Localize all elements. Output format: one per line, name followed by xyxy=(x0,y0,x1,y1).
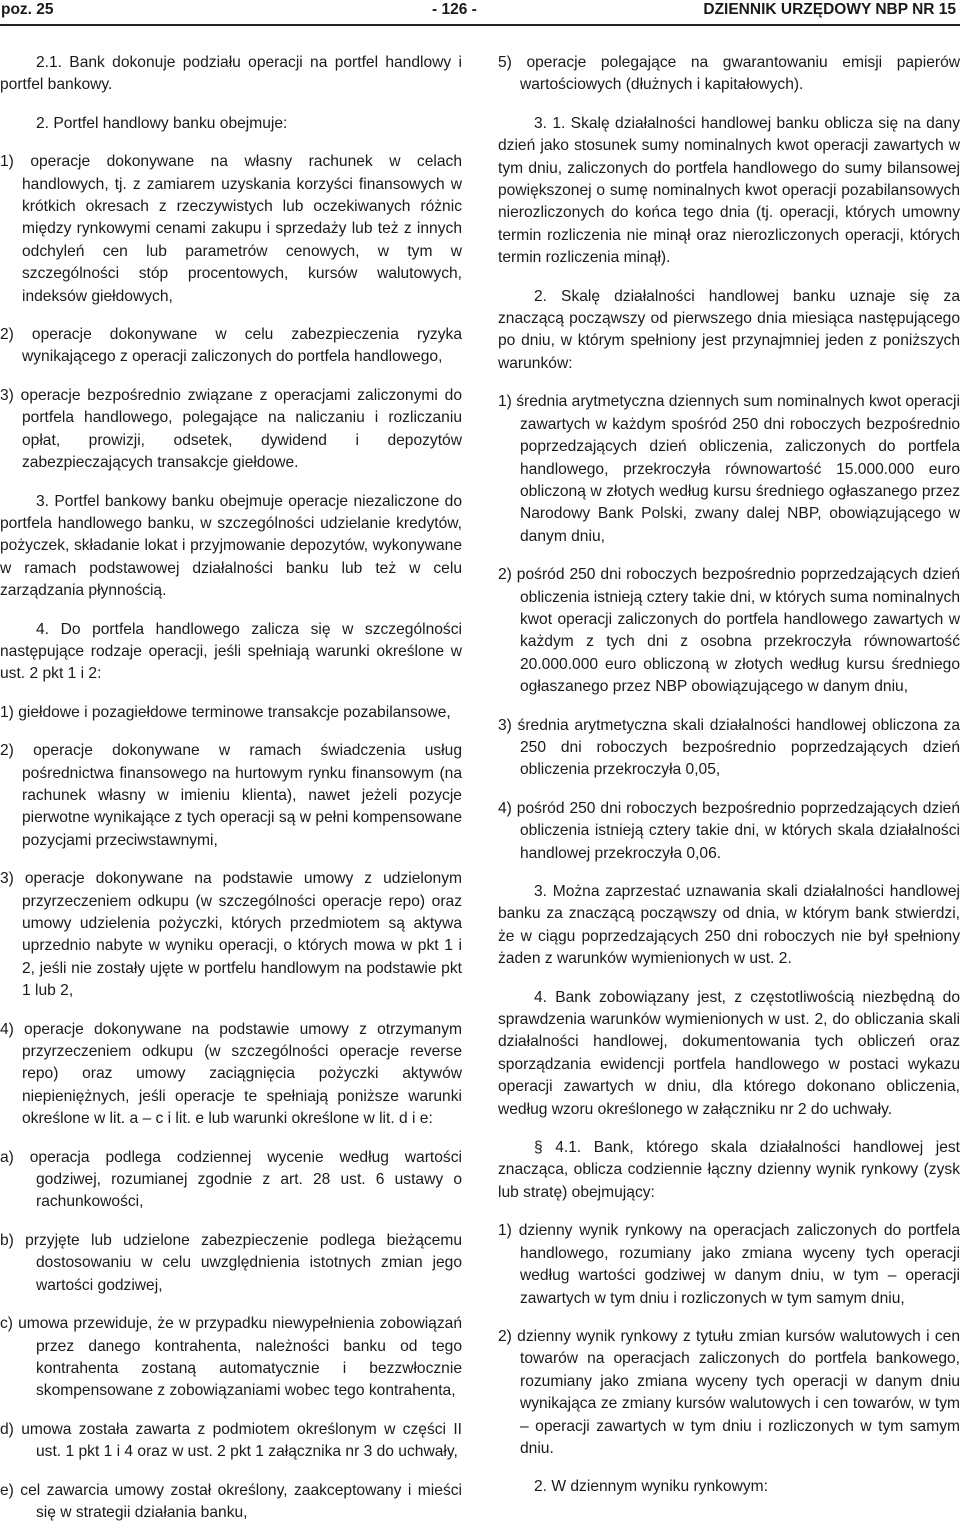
right-column xyxy=(498,52,960,1515)
sub-list-item: e) cel zawarcia umowy został określony, zaakceptowany i mieści się w strategii działania banku, xyxy=(0,1481,462,1521)
paragraph: 2.1. Bank dokonuje podziału operacji na portfel handlowy i portfel bankowy. xyxy=(0,54,462,94)
list-item: 3) operacje bezpośrednio związane z operacjami zaliczonymi do portfela handlowego, polegające na naliczaniu i rozliczaniu opłat, prowizji, odsetek, dywidend i depozytów zabezpieczających transakcje giełdowe. xyxy=(0,386,462,472)
sub-list-item: a) operacja podlega codziennej wycenie według wartości godziwej, rozumianej zgodnie z art. 28 ust. 6 ustawy o rachunkowości, xyxy=(0,1148,462,1211)
left-column xyxy=(0,52,462,1540)
sub-list-item: d) umowa została zawarta z podmiotem określonym w części II ust. 1 pkt 1 i 4 oraz w ust. 2 pkt 1 załącznika nr 3 do uchwały, xyxy=(0,1420,462,1461)
list-item: 4) pośród 250 dni roboczych bezpośrednio poprzedzających dzień obliczenia istnieją cztery takie dni, w których skala działalności handlowej przekroczyła 0,06. xyxy=(498,799,960,862)
page-position: poz. 25 xyxy=(1,1,54,18)
paragraph: 3. Można zaprzestać uznawania skali działalności handlowej banku za znaczącą począwszy od dnia, w którym bank stwierdzi, że w ciągu poprzedzających 250 dni roboczych nie był spełniony żaden z warunków wymienionych w ust. 2. xyxy=(498,883,960,968)
paragraph: 4. Bank zobowiązany jest, z częstotliwością niezbędną do sprawdzenia warunków wymienionych w ust. 2, do obliczania skali działalności handlowej, dokumentowania tych obliczeń oraz sporządzania ewidencji portfela handlowego w postaci wykazu operacji zawartych w dniu, dla którego dokonano obliczenia, według wzoru określonego w załączniku nr 2 do uchwały. xyxy=(498,988,960,1118)
list-item: 2) operacje dokonywane w celu zabezpieczenia ryzyka wynikającego z operacji zaliczonych do portfela handlowego, xyxy=(0,326,462,366)
paragraph: 2. Skalę działalności handlowej banku uznaje się za znaczącą począwszy od pierwszego dnia miesiąca następującego po dniu, w którym spełniony jest przynajmniej jeden z poniższych warunków: xyxy=(498,287,960,372)
paragraph: 3. Portfel bankowy banku obejmuje operacje niezaliczone do portfela handlowego banku, w szczególności udzielanie kredytów, pożyczek, składanie lokat i przyjmowanie depozytów, wykonywane w ramach podstawowej działalności banku lub też w celu zarządzania płynnością. xyxy=(0,492,462,600)
list-item: 4) operacje dokonywane na podstawie umowy z otrzymanym przyrzeczeniem odkupu (w szczególności operacje reverse repo) oraz umowy zaciągnięcia pożyczki aktywów niepieniężnych, jeśli operacje te spełniają poniższe warunki określone w lit. a – c i lit. e lub warunki określone w lit. d i e: xyxy=(0,1020,462,1128)
paragraph: 2. W dziennym wyniku rynkowym: xyxy=(534,1478,768,1496)
list-item: 1) średnia arytmetyczna dziennych sum nominalnych kwot operacji zawartych w każdym spośród 250 dni roboczych bezpośrednio poprzedzających dzień obliczenia, zaliczonych do portfela handlowego, przekroczyła równowartość 15.000.000 euro obliczoną w złotych według kursu średniego ogłaszanego przez Narodowy Bank Polski, zwany dalej NBP, obowiązującego w danym dniu, xyxy=(498,393,960,545)
header-rule xyxy=(0,24,960,26)
paragraph: 3. 1. Skalę działalności handlowej banku oblicza się na dany dzień jako stosunek sumy nominalnych kwot operacji zawartych w tym dniu, zaliczonych do portfela handlowego do sumy bilansowej powiększonej o sumę nominalnych kwot operacji pozabilansowych nierozliczonych do końca tego dnia (tj. operacji, których umowny termin rozliczenia nie minął oraz nierozliczonych operacji, których termin rozliczenia minął). xyxy=(498,114,960,267)
list-item: 2) pośród 250 dni roboczych bezpośrednio poprzedzających dzień obliczenia istnieją cztery takie dni, w których suma nominalnych kwot operacji zaliczonych do portfela handlowego zawartych w każdym z tych dni z osobna przekroczyła równowartość 20.000.000 euro obliczoną w złotych według kursu średniego ogłaszanego przez NBP obowiązującego w danym dniu, xyxy=(498,566,960,696)
paragraph: 2. Portfel handlowy banku obejmuje: xyxy=(36,114,288,132)
list-item: 1) dzienny wynik rynkowy na operacjach zaliczonych do portfela handlowego, rozumiany jako zmiana wyceny tych operacji według wartości godziwej w danym dniu, w tym – operacji zawartych w tym dniu i rozliczonych w tym samym dniu, xyxy=(498,1222,960,1307)
list-item: 5) operacje polegające na gwarantowaniu emisji papierów wartościowych (dłużnych i kapitałowych). xyxy=(498,54,960,94)
paragraph: 4. Do portfela handlowego zalicza się w szczególności następujące rodzaje operacji, jeśli spełniają warunki określone w ust. 2 pkt 1 i 2: xyxy=(0,620,462,683)
list-item: 2) dzienny wynik rynkowy z tytułu zmian kursów walutowych i cen towarów na operacjach zaliczonych do portfela bankowego, rozumiany jako zmiana wyceny tych operacji w danym dniu wynikająca ze zmiany kursów walutowych i cen towarów, w tym – operacji zawartych w tym dniu i rozliczonych w tym samym dniu. xyxy=(498,1327,960,1457)
sub-list-item: c) umowa przewiduje, że w przypadku niewypełnienia zobowiązań przez danego kontrahenta, należności banku od tego kontrahenta zostaną automatycznie i bezzwłocznie skompensowane z zobowiązaniami wobec tego kontrahenta, xyxy=(0,1315,462,1400)
list-item: 3) średnia arytmetyczna skali działalności handlowej obliczona za 250 dni roboczych bezpośrednio poprzedzających dzień obliczenia przekroczyła 0,05, xyxy=(498,716,960,779)
list-item: 1) operacje dokonywane na własny rachunek w celach handlowych, tj. z zamiarem uzyskania korzyści finansowych w krótkich okresach z rzeczywistych lub oczekiwanych różnic między rynkowymi cenami zakupu i sprzedaży lub też z innych odchyleń cen lub parametrów cenowych, w tym w szczególności stóp procentowych, kursów walutowych, indeksów giełdowych, xyxy=(0,153,462,305)
list-item: 1) giełdowe i pozagiełdowe terminowe transakcje pozabilansowe, xyxy=(0,703,451,721)
sub-list-item: b) przyjęte lub udzielone zabezpieczenie podlega bieżącemu dostosowaniu w celu uwzględnienia istotnych zmian jego wartości godziwej, xyxy=(0,1231,462,1294)
list-item: 3) operacje dokonywane na podstawie umowy z udzielonym przyrzeczeniem odkupu (w szczególności operacje repo) oraz umowy udzielenia pożyczki, których przedmiotem są aktywa uprzednio nabyte w wyniku operacji, o których mowa w pkt 1 i 2, jeśli nie zostały ujęte w portfelu handlowym na podstawie pkt 1 lub 2, xyxy=(0,870,462,1000)
page-number: - 126 - xyxy=(432,1,477,18)
paragraph: § 4.1. Bank, którego skala działalności handlowej jest znacząca, oblicza codziennie łączny dzienny wynik rynkowy (zysk lub stratę) obejmujący: xyxy=(498,1139,960,1201)
publication-title: DZIENNIK URZĘDOWY NBP NR 15 xyxy=(703,1,956,18)
page-header xyxy=(0,0,960,24)
list-item: 2) operacje dokonywane w ramach świadczenia usług pośrednictwa finansowego na hurtowym rynku finansowym (na rachunek własny w imieniu klienta), nawet jeżeli pozycje pierwotne wynikające z tych operacji są w pełni kompensowane pozycjami przeciwstawnymi, xyxy=(0,742,462,849)
